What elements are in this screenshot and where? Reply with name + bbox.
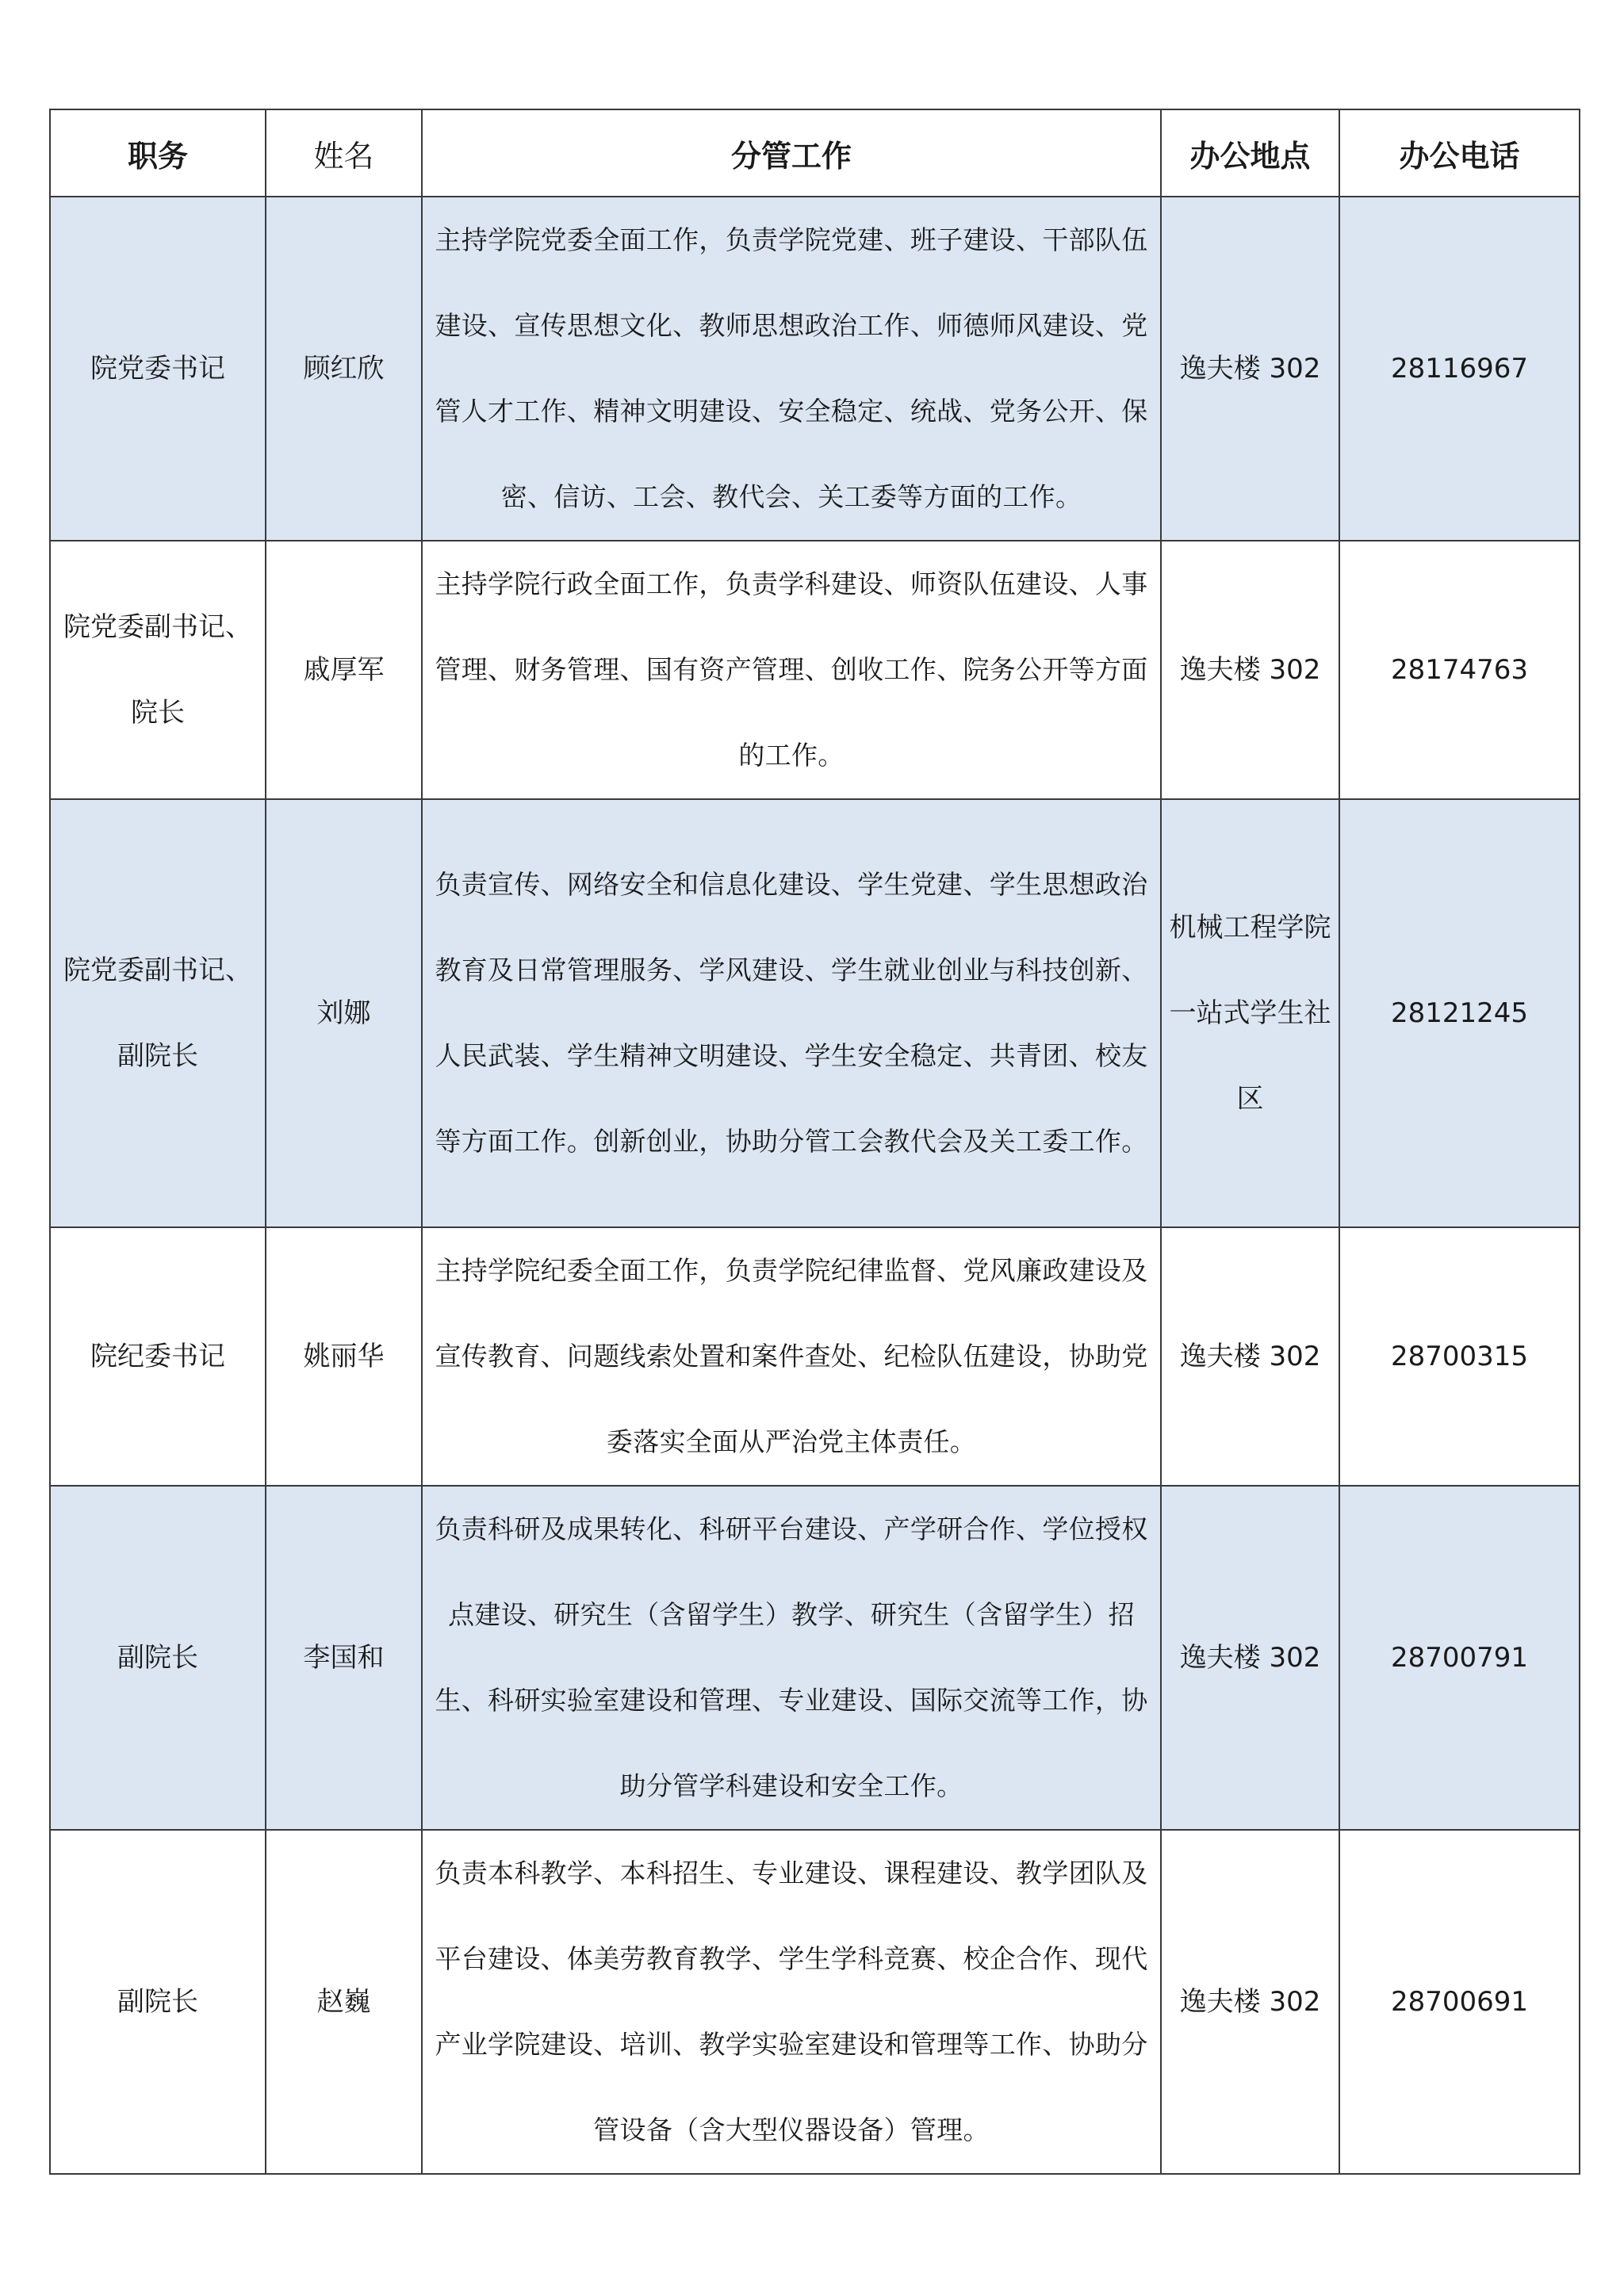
place-cell: 逸夫楼 302 [1161,197,1339,541]
name-cell: 姚丽华 [266,1227,422,1486]
role-cell: 副院长 [50,1486,266,1830]
table-row [50,541,1580,799]
role-cell [50,541,266,799]
place-cell: 逸夫楼 302 [1161,1486,1339,1830]
role-cell: 院党委书记 [50,197,266,541]
table-row [50,197,1580,541]
role-cell [50,799,266,1227]
table-row [50,799,1580,1227]
name-cell: 戚厚军 [266,541,422,799]
phone-cell: 28174763 [1339,541,1580,799]
duty-cell: 主持学院纪委全面工作，负责学院纪律监督、党风廉政建设及宣传教育、问题线索处置和案件查处、纪检队伍建设，协助党委落实全面从严治党主体责任。 [422,1227,1161,1486]
role-cell: 院纪委书记 [50,1227,266,1486]
table-row [50,1227,1580,1486]
name-cell: 刘娜 [266,799,422,1227]
name-cell: 李国和 [266,1486,422,1830]
place-cell: 逸夫楼 302 [1161,1227,1339,1486]
duty-cell: 负责科研及成果转化、科研平台建设、产学研合作、学位授权点建设、研究生（含留学生）教学、研究生（含留学生）招生、科研实验室建设和管理、专业建设、国际交流等工作，协助分管学科建设和安全工作。 [422,1486,1161,1830]
duty-cell: 负责宣传、网络安全和信息化建设、学生党建、学生思想政治教育及日常管理服务、学风建设、学生就业创业与科技创新、人民武装、学生精神文明建设、学生安全稳定、共青团、校友等方面工作。创新创业，协助分管工会教代会及关工委工作。 [422,799,1161,1227]
duty-cell: 主持学院行政全面工作，负责学科建设、师资队伍建设、人事管理、财务管理、国有资产管理、创收工作、院务公开等方面的工作。 [422,541,1161,799]
header-place: 办公地点 [1161,109,1339,197]
place-cell: 逸夫楼 302 [1161,1830,1339,2174]
phone-cell: 28116967 [1339,197,1580,541]
duty-cell: 负责本科教学、本科招生、专业建设、课程建设、教学团队及平台建设、体美劳教育教学、学生学科竞赛、校企合作、现代产业学院建设、培训、教学实验室建设和管理等工作、协助分管设备（含大型仪器设备）管理。 [422,1830,1161,2174]
role-text: 院党委副书记、院长 [63,611,252,729]
table-header-row [50,109,1580,197]
name-cell: 顾红欣 [266,197,422,541]
phone-cell: 28700791 [1339,1486,1580,1830]
table-row [50,1486,1580,1830]
duty-cell: 主持学院党委全面工作，负责学院党建、班子建设、干部队伍建设、宣传思想文化、教师思想政治工作、师德师风建设、党管人才工作、精神文明建设、安全稳定、统战、党务公开、保密、信访、工会、教代会、关工委等方面的工作。 [422,197,1161,541]
role-text: 院党委副书记、副院长 [63,955,252,1072]
phone-cell: 28700691 [1339,1830,1580,2174]
table-row [50,1830,1580,2174]
phone-cell: 28700315 [1339,1227,1580,1486]
header-phone: 办公电话 [1339,109,1580,197]
header-name: 姓名 [266,109,422,197]
header-duty: 分管工作 [422,109,1161,197]
header-role: 职务 [50,109,266,197]
leadership-table [49,109,1580,2175]
place-cell: 机械工程学院一站式学生社区 [1161,799,1339,1227]
phone-cell: 28121245 [1339,799,1580,1227]
place-cell: 逸夫楼 302 [1161,541,1339,799]
role-cell: 副院长 [50,1830,266,2174]
name-cell: 赵巍 [266,1830,422,2174]
